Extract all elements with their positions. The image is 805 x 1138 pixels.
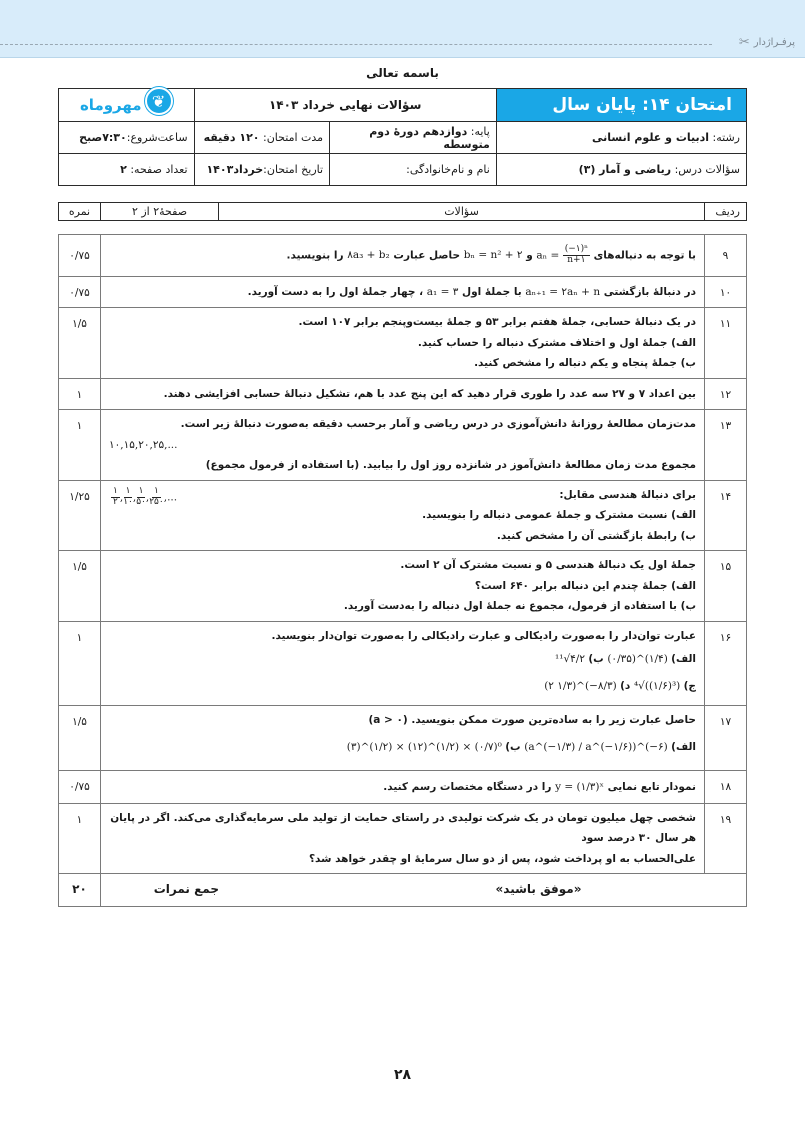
total-row bbox=[59, 874, 747, 906]
question-score: ۱ bbox=[59, 410, 101, 480]
part-label: ب) bbox=[588, 653, 604, 666]
question-score: ۱/۵ bbox=[59, 308, 101, 378]
exam-subtitle: سؤالات نهایی خرداد ۱۴۰۳ bbox=[194, 89, 496, 122]
question-body bbox=[101, 770, 705, 803]
question-body bbox=[101, 705, 705, 770]
question-line: مدت‌زمان مطالعهٔ روزانهٔ دانش‌آموزی در درس ریاضی و آمار برحسب دقیقه به‌صورت دنبالهٔ زیر است. bbox=[180, 418, 696, 431]
question-body bbox=[101, 378, 705, 409]
page-number: ۲۸ bbox=[393, 1067, 412, 1083]
start-value: ۷:۳۰صبح bbox=[79, 131, 127, 144]
question-score: ۱ bbox=[59, 803, 101, 873]
q14-num: ۱ bbox=[125, 485, 131, 496]
question-body bbox=[101, 235, 705, 277]
q9-an-num: (−۱)ⁿ bbox=[564, 244, 588, 255]
q10-a1: a₁ = ۳ bbox=[426, 286, 459, 298]
exam-title: امتحان ۱۴: پایان سال bbox=[496, 89, 746, 122]
bismillah: باسمه تعالی bbox=[366, 66, 439, 80]
name-label: نام و نام‌خانوادگی: bbox=[406, 163, 490, 176]
question-row bbox=[59, 705, 747, 770]
cut-line bbox=[0, 44, 712, 45]
question-line: ب) رابطهٔ بازگشتی آن را مشخص کنید. bbox=[496, 529, 696, 542]
field-value: ادبیات و علوم انسانی bbox=[592, 131, 710, 144]
column-header bbox=[58, 202, 747, 221]
question-number: ۱۰ bbox=[705, 277, 747, 308]
grade-cell bbox=[330, 122, 497, 154]
question-line: ب) جملهٔ پنجاه و یکم دنباله را مشخص کنید. bbox=[474, 357, 696, 370]
question-line: عبارت توان‌دار را به‌صورت رادیکالی و عبارت رادیکالی را به‌صورت توان‌دار بنویسید. bbox=[271, 629, 696, 642]
question-row bbox=[59, 803, 747, 873]
question-number: ۱۲ bbox=[705, 378, 747, 409]
q10-recurrence: aₙ₊₁ = ۲aₙ + n bbox=[525, 286, 601, 298]
question-line: الف) جملهٔ اول و اختلاف مشترک دنباله را حساب کنید. bbox=[417, 336, 696, 349]
q17-part-a: (a^(−۱/۳) / a^(−۱/۶))^(−۶) bbox=[524, 741, 668, 754]
question-body bbox=[101, 480, 705, 550]
total-value: ۲۰ bbox=[59, 874, 101, 906]
q18-text-b: را در دستگاه مختصات رسم کنید. bbox=[383, 780, 552, 793]
q9-bn-formula: bₙ = n² + ۲ bbox=[463, 249, 523, 262]
q14-sequence: $\frac{۱}{۲}$ , $\frac{۱}{۱۰}$ , $\frac{۱}{۵۰}$ , $\frac{۱}{۲۵۰}$ ,... bbox=[113, 485, 178, 507]
question-line: الف) نسبت مشترک و جملهٔ عمومی دنباله را بنویسید. bbox=[422, 509, 696, 522]
part-label: د) bbox=[620, 680, 631, 693]
q14-den: ۲۵۰ bbox=[149, 496, 164, 507]
cut-strip-label: پرفـراژدار bbox=[753, 37, 795, 48]
q18-text-a: نمودار تابع نمایی bbox=[607, 780, 696, 793]
question-score: ۱/۵ bbox=[59, 705, 101, 770]
part-label: ب) bbox=[505, 741, 521, 754]
question-row bbox=[59, 480, 747, 550]
question-number: ۱۵ bbox=[705, 551, 747, 621]
field-label: رشته: bbox=[712, 131, 740, 144]
logo bbox=[59, 89, 195, 122]
q10-text-a: در دنبالهٔ بازگشتی bbox=[603, 286, 696, 298]
duration-label: مدت امتحان: bbox=[263, 131, 324, 144]
logo-text: مهروماه bbox=[79, 96, 142, 114]
question-row bbox=[59, 378, 747, 409]
question-row bbox=[59, 770, 747, 803]
question-line: برای دنبالهٔ هندسی مقابل: bbox=[559, 488, 696, 501]
date-cell bbox=[194, 154, 330, 186]
question-line: الف) جملهٔ چندم این دنباله برابر ۶۴۰ است؟ bbox=[474, 579, 696, 592]
top-band bbox=[0, 0, 805, 58]
q10-text-b: با جملهٔ اول bbox=[462, 286, 522, 298]
q9-an-formula bbox=[536, 245, 590, 266]
question-line: جملهٔ اول یک دنبالهٔ هندسی ۵ و نسبت مشترک آن ۲ است. bbox=[400, 559, 696, 572]
part-label: الف) bbox=[671, 653, 696, 666]
q9-text-b: و bbox=[526, 249, 533, 262]
pages-cell bbox=[59, 154, 195, 186]
question-body bbox=[101, 621, 705, 705]
part-label: ج) bbox=[683, 680, 696, 693]
date-label: تاریخ امتحان: bbox=[263, 163, 324, 176]
question-score: ۱/۲۵ bbox=[59, 480, 101, 550]
q17-part-b: (۳)^(۱/۲) × (۱۲)^(۱/۲) × (۰/۷)⁰ bbox=[346, 741, 502, 754]
q14-tail: ,... bbox=[163, 491, 178, 504]
total-label: جمع نمرات bbox=[153, 882, 219, 897]
q14-num: ۱ bbox=[138, 485, 144, 496]
question-number: ۱۹ bbox=[705, 803, 747, 873]
duration-cell bbox=[194, 122, 330, 154]
question-body bbox=[101, 803, 705, 873]
col-questions: سؤالات bbox=[219, 203, 705, 221]
question-line: حاصل عبارت زیر را به ساده‌ترین صورت ممکن بنویسید. (a > ۰) bbox=[368, 713, 696, 726]
q10-text-c: ، چهار جملهٔ اول را به دست آورید. bbox=[247, 286, 424, 298]
q9-an-den: n+۱ bbox=[567, 254, 586, 265]
question-line: مجموع مدت زمان مطالعهٔ دانش‌آموز در شانزده روز اول را بیابید. (با استفاده از فرمول مجموع) bbox=[205, 459, 696, 472]
question-row bbox=[59, 277, 747, 308]
start-cell bbox=[59, 122, 195, 154]
q9-text-d: را بنویسید. bbox=[286, 249, 344, 262]
q9-expression: ۸a₃ + b₂ bbox=[347, 249, 390, 262]
q18-function: y = (۱/۳)ˣ bbox=[555, 780, 604, 793]
start-label: ساعت‌شروع: bbox=[126, 131, 188, 144]
cut-strip bbox=[739, 35, 795, 50]
col-radif: ردیف bbox=[705, 203, 747, 221]
q14-den: ۱۰ bbox=[123, 496, 133, 507]
q9-an-lhs: aₙ = bbox=[536, 249, 560, 262]
name-cell[interactable] bbox=[330, 154, 497, 186]
question-number: ۱۷ bbox=[705, 705, 747, 770]
q13-sequence: ۱۰,۱۵,۲۰,۲۵,... bbox=[109, 438, 178, 451]
question-row bbox=[59, 308, 747, 378]
question-line: علی‌الحساب به او پرداخت شود، پس از دو سال سرمایهٔ او چقدر خواهد شد؟ bbox=[308, 852, 696, 865]
question-line: ب) با استفاده از فرمول، مجموع نه جملهٔ اول دنباله را به‌دست آورید. bbox=[343, 600, 696, 613]
q16-part-a: (۰/۳۵)^(۱/۴) bbox=[607, 653, 668, 666]
scissors-icon: ✂ bbox=[738, 35, 750, 50]
question-number: ۱۱ bbox=[705, 308, 747, 378]
question-line: در یک دنبالهٔ حسابی، جملهٔ هفتم برابر ۵۳ و جملهٔ بیست‌وپنجم برابر ۱۰۷ است. bbox=[298, 316, 696, 329]
question-row bbox=[59, 551, 747, 621]
questions-table bbox=[58, 234, 747, 907]
question-score: ۱/۵ bbox=[59, 551, 101, 621]
col-page: صفحهٔ۲ از ۲ bbox=[101, 203, 219, 221]
q14-den: ۲ bbox=[113, 496, 118, 507]
question-score: ۱ bbox=[59, 621, 101, 705]
good-luck: «موفق باشید» bbox=[495, 882, 582, 897]
question-number: ۱۴ bbox=[705, 480, 747, 550]
question-score: ۰/۷۵ bbox=[59, 277, 101, 308]
question-score: ۱ bbox=[59, 378, 101, 409]
grade-value: دوازدهم دورهٔ دوم متوسطه bbox=[369, 124, 490, 151]
col-score: نمره bbox=[59, 203, 101, 221]
q16-part-b: ¹¹√۴/۲ bbox=[555, 653, 585, 666]
course-label: سؤالات درس: bbox=[674, 163, 740, 176]
q9-text-c: حاصل عبارت bbox=[393, 249, 461, 262]
question-number: ۱۸ bbox=[705, 770, 747, 803]
question-body bbox=[101, 277, 705, 308]
question-body bbox=[101, 551, 705, 621]
question-line: بین اعداد ۷ و ۲۷ سه عدد را طوری قرار دهید که این پنج عدد با هم، تشکیل دنبالهٔ حسابی افزایشی دهند. bbox=[163, 387, 696, 400]
field-cell bbox=[496, 122, 746, 154]
q14-den: ۵۰ bbox=[136, 496, 146, 507]
question-line: شخصی چهل میلیون تومان در یک شرکت تولیدی در راستای حمایت از تولید ملی سرمایه‌گذاری می‌کند. اگر در پایان هر سال ۳۰ درصد سود bbox=[110, 811, 696, 845]
course-value: ریاضی و آمار (۳) bbox=[578, 163, 672, 176]
grade-label: پایه: bbox=[470, 124, 490, 138]
question-body bbox=[101, 308, 705, 378]
part-label: الف) bbox=[671, 741, 696, 754]
question-row bbox=[59, 621, 747, 705]
question-row bbox=[59, 235, 747, 277]
question-score: ۰/۷۵ bbox=[59, 770, 101, 803]
pages-value: ۲ bbox=[120, 163, 127, 176]
pages-label: تعداد صفحه: bbox=[130, 163, 188, 176]
q16-part-d: (۲ ۱/۳)^(−۸/۳) bbox=[544, 680, 617, 693]
q16-part-c: ⁴√((۱/۶)³) bbox=[633, 680, 681, 693]
course-cell bbox=[496, 154, 746, 186]
q9-text-a: با توجه به دنباله‌های bbox=[593, 249, 696, 262]
butterfly-icon: ❦ bbox=[145, 87, 173, 115]
q14-num: ۱ bbox=[113, 485, 118, 496]
duration-value: ۱۲۰ دقیقه bbox=[203, 131, 260, 144]
exam-header bbox=[58, 88, 747, 186]
question-score: ۰/۷۵ bbox=[59, 235, 101, 277]
question-body bbox=[101, 410, 705, 480]
q14-num: ۱ bbox=[154, 485, 159, 496]
question-number: ۱۳ bbox=[705, 410, 747, 480]
total-cell bbox=[101, 874, 747, 906]
question-number: ۹ bbox=[705, 235, 747, 277]
date-value: خرداد۱۴۰۳ bbox=[206, 163, 264, 176]
question-row bbox=[59, 410, 747, 480]
question-number: ۱۶ bbox=[705, 621, 747, 705]
